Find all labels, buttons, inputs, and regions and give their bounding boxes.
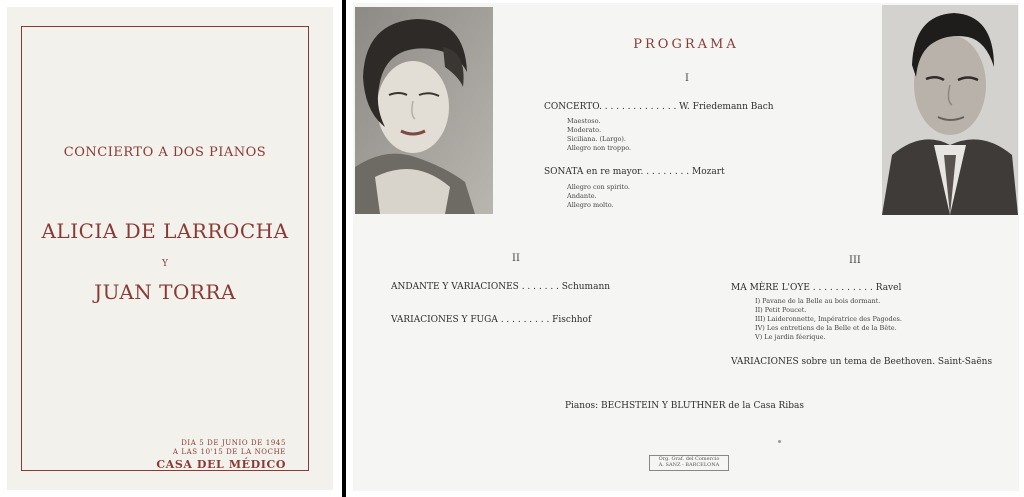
part-3-work-2: VARIACIONES sobre un tema de Beethoven. Saint-Saëns: [731, 357, 993, 367]
cover-conjunction: Y: [162, 259, 168, 269]
cover-heading: CONCIERTO A DOS PIANOS: [63, 145, 267, 160]
work-movement: Allegro non troppo.: [567, 144, 632, 152]
part-2-work-1: ANDANTE Y VARIACIONES . . . . . . . Schumann: [391, 282, 611, 292]
work-movement: Siciliana. (Largo).: [567, 135, 626, 143]
part-2-work-2: VARIACIONES Y FUGA . . . . . . . . . Fischhof: [391, 315, 592, 325]
part-3-numeral: III: [849, 255, 861, 266]
work-movement: II) Petit Poucet.: [755, 306, 807, 314]
work-movement: Maestoso.: [567, 117, 601, 125]
part-1-numeral: I: [685, 73, 689, 84]
concert-time: A LAS 10'15 DE LA NOCHE: [172, 448, 286, 456]
imprint-line-1: Org. Graf. del Comercio: [658, 456, 720, 462]
work-movement: Andante.: [567, 192, 597, 200]
page-divider: [342, 0, 346, 497]
part-1-work-1: CONCERTO. . . . . . . . . . . . . . W. Friedemann Bach: [544, 102, 774, 112]
printer-imprint: [649, 455, 729, 471]
concert-date: DIA 5 DE JUNIO DE 1945: [181, 439, 286, 447]
program-page: [353, 3, 1019, 491]
program-title: PROGRAMA: [633, 37, 739, 52]
part-3-work-1: MA MÈRE L'OYE . . . . . . . . . . . Ravel: [731, 283, 902, 293]
program-cover: [7, 7, 333, 490]
performer-2-name: JUAN TORRA: [94, 280, 236, 304]
work-movement: IV) Les entretiens de la Belle et de la Bête.: [755, 324, 897, 332]
work-movement: Allegro molto.: [567, 201, 614, 209]
work-movement: Allegro con spirito.: [567, 183, 630, 191]
pianos-credit: Pianos: BECHSTEIN Y BLUTHNER de la Casa Ribas: [565, 401, 804, 411]
concert-venue: CASA DEL MÉDICO: [156, 458, 286, 471]
work-movement: I) Pavane de la Belle au bois dormant.: [755, 297, 881, 305]
work-movement: III) Laideronnette, Impératrice des Pagodes.: [755, 315, 902, 323]
work-movement: Moderato.: [567, 126, 602, 134]
performer-1-name: ALICIA DE LARROCHA: [41, 219, 289, 243]
cover-border: [21, 26, 309, 471]
decorative-dot: [778, 440, 781, 443]
work-movement: V) Le jardin féerique.: [755, 333, 826, 341]
imprint-line-2: A. SANZ - BARCELONA: [658, 462, 720, 468]
part-2-numeral: II: [512, 253, 520, 264]
part-1-work-2: SONATA en re mayor. . . . . . . . . Mozart: [544, 167, 725, 177]
